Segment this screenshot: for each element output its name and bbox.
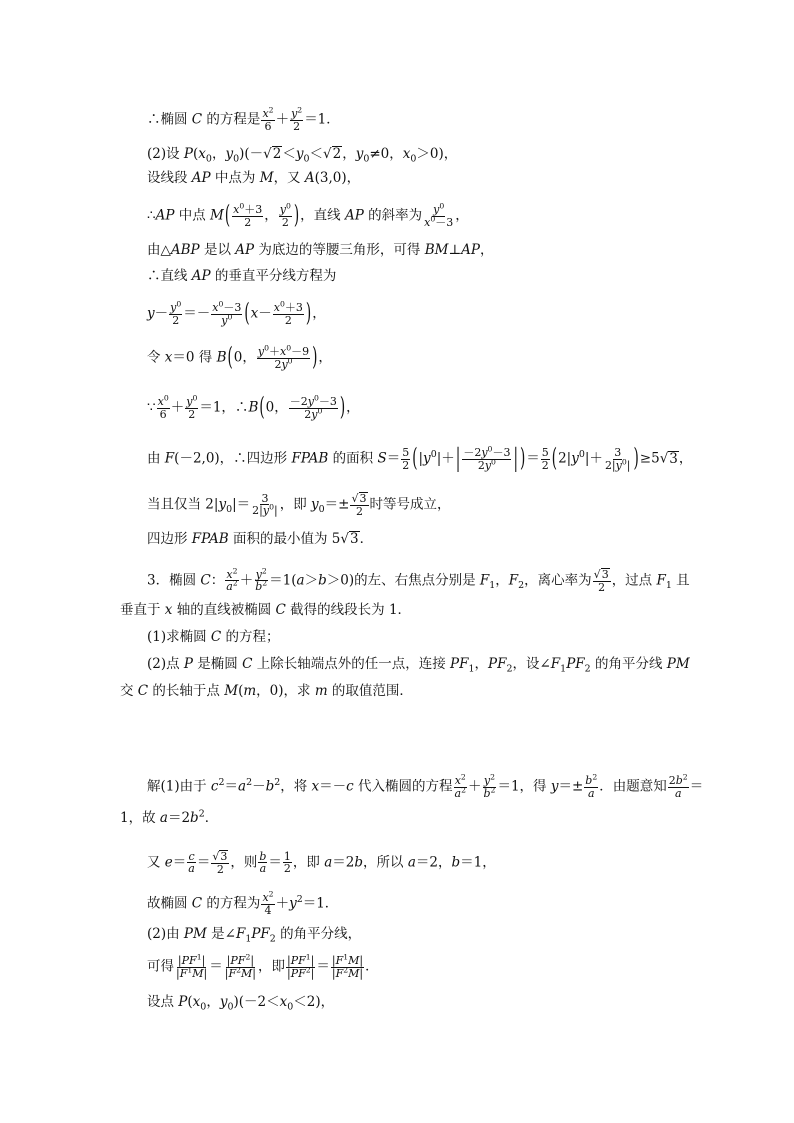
text-line: (2)由 PM 是$\angle F_1PF_2$ 的角平分线， [147,926,362,945]
text-line: 解(1)由于 $c^2=a^2-b^2$，将 x＝－c 代入椭圆的方程 $\frac{x^2}{a^2}$ ＋ $\frac{y^2}{b^2}$ ＝1，得 y＝± $\frac{b^2}{a}$ ．由题意知 $\frac{2b^2}{a}$ ＝ [147,772,704,800]
text-line: 当且仅当 $2|y_0|=$ $\frac{3}{2|y^0|}$ ，即 $y_0=\pm$ $\frac{√3}{2}$ 时等号成立， [147,491,451,519]
text-line: (2)设 $P(x_0$，$y_0)(-√2<y_0<√2$，$y_0\ne 0$，$x_0>0$)， [147,146,458,165]
text-line: 1，故 $a=2b^2$． [120,808,219,826]
text-line: ∴直线 AP 的垂直平分线方程为 [147,268,337,284]
text-line: 又 e＝ $\frac{c}{a}$ ＝ $\frac{√3}{2}$ ，则 $\frac{b}{a}$ ＝ $\frac{1}{2}$ ，即 a＝2b，所以 a＝2，b＝1， [147,849,496,877]
text-line: 令 x＝0 得 B(0， $\frac{y^0+x^0-9}{2y^0}$ )， [147,341,332,373]
text-line: 交 C 的长轴于点 M(m，0)，求 m 的取值范围． [120,683,413,699]
text-line: 由△ABP 是以 AP 为底边的等腰三角形，可得 BM⊥AP， [147,242,494,258]
text-line: ∴AP 中点 M( $\frac{x^0+3}{2}$ ， $\frac{y^0}{2}$ )，直线 AP 的斜率为 $\frac{y^0}{x^0-3}$ ， [147,199,469,231]
text-line: 由 F(－2,0)，∴四边形 FPAB 的面积 S＝ $\frac{5}{2}$ ($|y^0|+|$ $\frac{-2y^0-3}{2y^0}$ | )＝ $\frac{5}{2}$ ($2|y^0|+$ $\frac{3}{2|y^0|}$ )≥5√3， [147,442,693,474]
text-line: (2)点 P 是椭圆 C 上除长轴端点外的任一点，连接 $PF_1$，$PF_2$，设$\angle F_1PF_2$ 的角平分线 PM [147,656,690,675]
text-line: 设点 $P(x_0$，$y_0)(-2<x_0<2)$， [147,994,335,1013]
text-line: (1)求椭圆 C 的方程； [147,629,280,645]
text-line: 3．椭圆 C： $\frac{x^2}{a^2}$ ＋ $\frac{y^2}{b^2}$ ＝1(a＞b＞0)的左、右焦点分别是 $F_1$，$F_2$，离心率为 $\frac{√3}{2}$ ，过点 $F_1$ 且 [147,566,690,595]
text-line: 可得 $\frac{|PF^1|}{|F^1M|}$ ＝ $\frac{|PF^2|}{|F^2M|}$ ，即 $\frac{|PF^1|}{|PF^2|}$ ＝ $\frac{|F^1M|}{|F^2M|}$ ． [147,952,379,980]
text-line: 垂直于 x 轴的直线被椭圆 C 截得的线段长为 1． [120,602,412,618]
text-line: 四边形 FPAB 面积的最小值为 5√3． [147,531,374,547]
text-line: ∴椭圆 C 的方程是 $\frac{x^2}{6}$ ＋ $\frac{y^2}{2}$ ＝1． [147,105,340,133]
text-line: 设线段 AP 中点为 M，又 A(3,0)， [147,170,361,186]
text-line: y－ $\frac{y^0}{2}$ ＝－ $\frac{x^0-3}{y^0}$ (x－ $\frac{x^0+3}{2}$ )， [147,297,326,329]
text-line: ∵ $\frac{x^0}{6}$ ＋ $\frac{y^0}{2}$ ＝1，∴B(0， $\frac{-2y^0-3}{2y^0}$ )， [147,391,360,423]
text-line: 故椭圆 C 的方程为 $\frac{x^2}{4}$ $+y^2=1$． [147,889,339,917]
